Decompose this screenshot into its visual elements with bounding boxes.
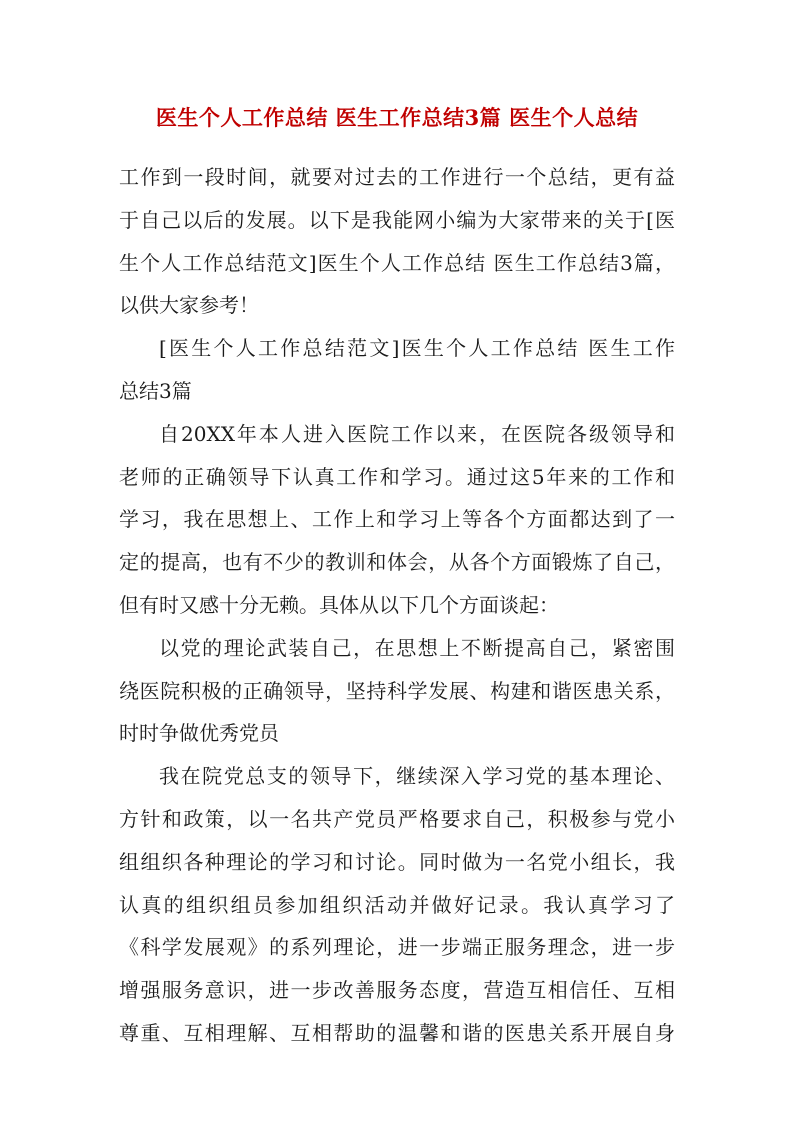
text-line: 方针和政策，以一名共产党员严格要求自己，积极参与党小 <box>119 806 675 831</box>
text-line: 于自己以后的发展。以下是我能网小编为大家带来的关于[医 <box>119 207 675 232</box>
text-line: 工作到一段时间，就要对过去的工作进行一个总结，更有益 <box>119 165 675 189</box>
text-line: 自20XX年本人进入医院工作以来，在医院各级领导和 <box>159 421 675 446</box>
text-line: 绕医院积极的正确领导，坚持科学发展、构建和谐医患关系， <box>119 678 675 703</box>
text-line: [医生个人工作总结范文]医生个人工作总结 医生工作 <box>159 336 675 361</box>
text-line: 定的提高，也有不少的教训和体会，从各个方面锻炼了自己， <box>119 550 675 575</box>
document-body <box>119 160 675 1059</box>
text-line: 尊重、互相理解、互相帮助的温馨和谐的医患关系开展自身 <box>119 1020 675 1045</box>
text-line: 我在院党总支的领导下，继续深入学习党的基本理论、 <box>159 764 675 789</box>
text-line: 学习，我在思想上、工作上和学习上等各个方面都达到了一 <box>119 507 675 532</box>
text-line: 生个人工作总结范文]医生个人工作总结 医生工作总结3篇， <box>119 250 675 275</box>
text-line: 《科学发展观》的系列理论，进一步端正服务理念，进一步 <box>119 935 675 960</box>
text-line: 但有时又感十分无赖。具体从以下几个方面谈起： <box>119 592 559 617</box>
text-line: 增强服务意识，进一步改善服务态度，营造互相信任、互相 <box>119 978 675 1003</box>
text-line: 老师的正确领导下认真工作和学习。通过这5年来的工作和 <box>119 464 675 489</box>
text-line: 时时争做优秀党员 <box>119 721 279 746</box>
text-line: 以供大家参考！ <box>119 293 259 318</box>
text-line: 以党的理论武装自己，在思想上不断提高自己，紧密围 <box>159 635 675 660</box>
text-line: 认真的组织组员参加组织活动并做好记录。我认真学习了 <box>119 892 675 917</box>
text-line: 组组织各种理论的学习和讨论。同时做为一名党小组长，我 <box>119 849 675 874</box>
text-line: 总结3篇 <box>119 378 192 403</box>
document-title: 医生个人工作总结 医生工作总结3篇 医生个人总结 <box>155 105 639 130</box>
